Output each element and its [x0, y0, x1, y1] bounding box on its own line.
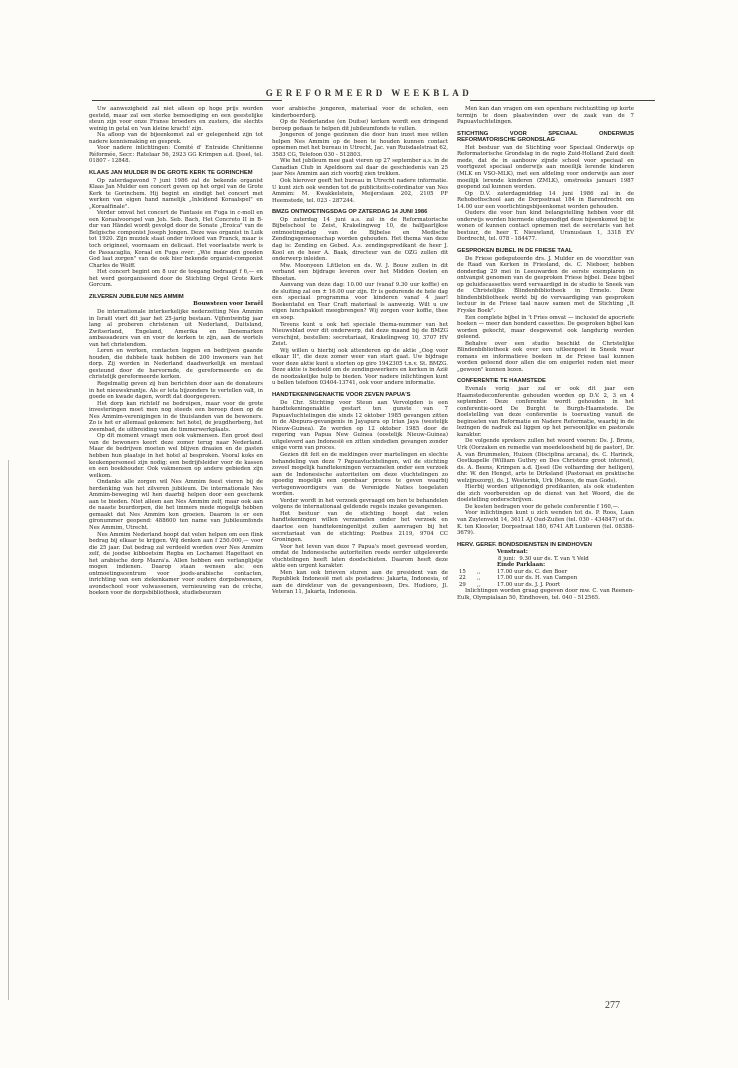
paragraph: Op D.V. zaterdagmiddag 14 juni 1986 zal in de Rehobothschool aan de Dorpsstraat 184 in Barendrecht om 14.00 uur een voorlichtingsbijeenkomst worden gehouden.	[457, 190, 634, 210]
paragraph: Men kan ook brieven sturen aan de president van de Republiek Indonesië met als postadres: Jakarta, Indonesia, of aan de direkteur van de gevangenissen, Drs. Hudioro, Jl. Veteran 11, Jakarta, Indonesia.	[272, 569, 448, 596]
article-heading: HANDTEKENINGENAKTIE VOOR ZEVEN PAPUA'S	[272, 392, 411, 399]
header-rule-left	[92, 100, 282, 101]
article-heading: GESPROKEN BIJBEL IN DE FRIESE TAAL	[457, 248, 573, 255]
article-heading: KLAAS JAN MULDER IN DE GROTE KERK TE GORINCHEM	[89, 169, 253, 176]
article-heading: STICHTING VOOR SPECIAAL ONDERWIJS REFORMATORISCHE GRONDSLAG	[457, 130, 634, 144]
paragraph: Op de Nederlandse (en Duitse) kerken wordt een dringend beroep gedaan te helpen dit jubileumfonds te vullen.	[272, 119, 448, 132]
schedule-table	[457, 569, 634, 588]
paragraph: Ondanks alle zorgen wil Nes Ammim feest vieren bij de herdenking van het zilveren jubileum. De internationale Nes Ammim-beweging wil hen daarbij helpen door een geschenk aan te bieden. Niet alleen aan Nes Ammim zelf, maar ook aan de naaste buurdorpen, die het immers mede mogelijk hebben gemaakt dat Nes Ammim kon groeien. Daarom is er een gironummer geopend: 488600 ten name van Jubileumfonds Nes Ammim, Utrecht.	[89, 479, 263, 531]
binding-edge	[8, 460, 9, 1000]
paragraph: Wij willen u hierbij ook attenderen op de aktie „Oog voor elkaar II", die deze zomer weer van start gaat. Uw bijdrage voor deze aktie kunt u storten op giro 1942305 t.n.v. St. BMZG. Deze aktie is bedoeld om de zendingswerkers en kerken in Azië de noodzakelijke hulp te bieden. Voor nadere inlichtingen kunt u bellen telefoon 03404-13741, ook voor andere informatie.	[272, 347, 448, 387]
article-heading: BMZG ONTMOETINGSDAG OP ZATERDAG 14 JUNI 1986	[272, 209, 428, 216]
schedule-day: 22	[459, 575, 466, 582]
paragraph: Mw. Moonyeen Littleton en ds. W. J. Bouw zullen in dit verband een bijdrage leveren over het Midden Oosten en Bhoetan.	[272, 262, 448, 282]
paragraph: Een complete bijbel in 't Fries omvat — inclusief de apocriefe boeken — meer dan honderd cassettes. De gesproken bijbel kan worden gekocht, maar desgewenst ook langdurig worden geleend.	[457, 314, 634, 341]
article-heading: CONFERENTIE TE HAAMSTEDE	[457, 378, 546, 385]
paragraph: Gezien dit feit en de meldingen over martelingen en slechte behandeling van deze 7 Papuavluchtelingen, wil de stichting zoveel mogelijk handtekeningen verzamelen onder een verzoek aan de Indonesische autoriteiten om deze vluchtelingen zo spoedig mogelijk een openbaar proces te geven waarbij vertegenwoordigers van de Verenigde Naties toegelaten worden.	[272, 451, 448, 498]
paragraph: Regelmatig geven zij hun berichten door aan de donateurs in het nieuwskrantje. Als er leta bijzonders te vertellen valt, in goede en kwade dagen, wordt dat doorgegeven.	[89, 380, 263, 401]
schedule-month: ,,	[477, 581, 481, 588]
schedule-month: ,,	[477, 568, 481, 575]
paragraph: Het concert begint om 8 uur de toegang bedraagt f 6,— en het werd georganiseerd door de Stichting Orgel Grote Kerk Gorcum.	[89, 269, 263, 289]
paragraph: Na afloop van de bijeenkomst zal er gelegenheid zijn tot nadere kennismaking en gesprek.	[89, 132, 263, 145]
paragraph: Aanvang van deze dag: 10.00 uur (vanaf 9.30 uur koffie) en de sluiting zal om ± 16.00 uur zijn. Er is gedurende de hele dag een speciaal programma voor kinderen vanaf 4 jaar! Boekentafel en Tear Craft materiaal is aanwezig. Wilt u uw eigen lunchpakket meegbrengen? Wij zorgen voor koffie, thee en soep.	[272, 282, 448, 321]
paragraph: Behalve over een studio beschikt de Christelijke Blindenbibliotheek ook over een uitleenpost in Sneek waar romans en informatieve boeken in de Friese taal kunnen worden geleend door allen die om enigerlei reden niet meer „gewoon" kunnen lezen.	[457, 340, 634, 373]
paragraph: Voor het leven van deze 7 Papua's moet gevreesd worden, omdat de Indonesische autoriteiten reeds eerder uitgeleverde vluchtelingen heeft laten doodschieten. Daarom heeft deze aktie een urgent karakter.	[272, 543, 448, 570]
paragraph: Hierbij worden uitgenodigd predikanten, als ook studenten die zich voorbereiden op de dienst van het Woord, die de doelstelling onderschrijven.	[457, 484, 634, 504]
paragraph: Evenals vorig jaar zal er ook dit jaar een Haamstedeconferentie gehouden worden op D.V. 2, 3 en 4 september. Deze conferentie wordt gehouden in het conferentie-oord De Burght te Burgh-Haamstede. De doelstelling van deze conferentie is toerusting vanuit de beginselen van Reformatie en Nadere Reformatie, waarbij in de lezingen de nadruk zal liggen op het persoonlijke en pastorale karakter.	[457, 386, 634, 438]
schedule-location: Einde Parklaan:	[497, 562, 546, 569]
schedule-service: 17.00 uur ds. H. van Campen	[497, 575, 578, 582]
paragraph: Inlichtingen worden graag gegeven door mw. C. van Reenen-Eulk, Olympialaan 50, Eindhoven, tel. 040 - 512565.	[457, 587, 634, 601]
paragraph: voor arabische jongeren, materiaal voor de scholen, een kinderboerderij.	[272, 106, 448, 119]
schedule-service: 9.30 uur ds. T. van 't Veld	[519, 555, 589, 562]
paragraph: Nes Ammim Nederland hoopt dat velen helpen om een flink bedrag bij elkaar te krijgen. Wij denken aan f 250.000,— voor die 25 jaar. Dat bedrag zal verdeeld worden over Nes Ammim zelf, de joodse kibboetsim Regba en Lochamei Hagettaot en het arabische dorp Mazra'a. Allen hebben een verlanglijstje mogen indienen. Daarop staan wensen als: een ontmoetingscentrum voor joods-arabische contacten, inrichting van een ziekenkamer voor oudere dorpsbewoners, avondschool voor volwassenen, vernieuwing van de crèche, boeken voor de dorpsbibliotheek, studiebeurzen	[89, 531, 263, 597]
paragraph: De Friese gedeputeerde drs. J. Mulder en de voorzitter van de Raad van Kerken in Friesland, ds. C. Nieboer, hebben donderdag 29 mei in Leeuwarden de eerste exemplaren in ontvangst genomen van de gesproken Friese bijbel. Deze bijbel op geluidscassettes werd vervaardigd in de studio te Sneek van de Christelijke Blindenbibliotheek in Ermelo. Deze blindenbibliotheek werkt bij de vervaardiging van gesproken lectuur in de Friese taal nauw samen met de Stichting „It Fryske Boek".	[457, 255, 634, 314]
paragraph: Het dorp kan richtelf ne bedruipen, maar voor de grote investeringen moet men nog steeds een beroep doen op de Nes Ammim-verenigingen in de thuislanden van de bewoners. Zo is het er allemaal gekomen: het hotel, de jeugdherberg, het zwembad, de uitbreiding van de timmerwerkplaats.	[89, 400, 263, 433]
paragraph: Uw aanwezigheid zal niet alleen op hoge prijs worden gesteld, maar zal een sterke bemoediging en een geestelijke steun zijn voor onze Franse broeders en zusters, die slechts weinig in getal en 'van kleine kracht' zijn.	[89, 106, 263, 132]
column-3	[457, 106, 634, 1006]
schedule-date: 8 juni:	[498, 555, 516, 562]
paragraph: Op dit moment vraagt men ook vakmensen. Een groot deel van de bewoners keert deze zomer terug naar Nederland. Maar de bedrijven moeten wel blijven draaien en de gasten hebben hun plaatsje in het hotel al besproken. Vooral koks en keukenpersoneel zijn nodig; een bedrijfsleider voor de kassen en een boekhouder. Ook vakmensen op andere gebieden zijn welkom.	[89, 433, 263, 479]
paragraph: De internationale interkerkelijke nederzetting Nes Ammim in Israël viert dit jaar het 25-jarig bestaan. Vijfentwintig jaar lang al proberen christenen uit Nederland, Duitsland, Zwitserland, Engeland, Amerika en Denemarken ambassadeurs van en voor de kerken te zijn, aan de wortels van het christendom.	[89, 308, 263, 348]
paragraph: De kosten bedragen voor de gehele conferentie f 160,—.	[465, 503, 620, 510]
paragraph: Voor inlichtingen kunt u zich wenden tot ds. P. Roos, Laan van Zuylenveld 14, 3611 AJ Oud-Zuilen (tel. 030 - 434847) of ds. K. ten Klooster, Dorpsstraat 180, 6741 AR Lunteren (tel. 08388-3679).	[457, 510, 634, 537]
schedule-day: 15	[459, 568, 466, 575]
paragraph: Het bestuur van de stichting hoopt dat velen handtekeningen willen verzamelen onder het verzoek en daartoe een handtekeningenlijst zullen aanvragen bij het secretariaat van de stichting: Postbus 2119, 9704 CC Groningen.	[272, 510, 448, 544]
page-number: 277	[605, 1000, 620, 1011]
paragraph: Jongeren of jonge gezinnen die door hun inzet mee willen helpen Nes Ammim op de been te houden kunnen contact opnemen met het bureau in Utrecht, Jac. van Ruisdaelstraat 62, 3583 CG, Telefoon 030 - 512803.	[272, 132, 448, 158]
column-2	[272, 106, 448, 1006]
header-rule-right	[470, 100, 655, 101]
paragraph: Het bestuur van de Stichting voor Speciaal Onderwijs op Reformatorische Grondslag in de regio Zuid-Holland Zuid deelt mede, dat de in aanbouw zijnde school voor speciaal en voortgezet speciaal onderwijs aan moeilijk lerende kinderen (MLK en VSO-MLK), met een afdeling voor onderwijs aan zeer moeilijk lerende kinderen (ZMLK), omstreeks januari 1987 geopend zal kunnen worden.	[457, 144, 634, 191]
paragraph: Men kan dan vragen om een openbare rechtszitting op korte termijn te doen plaatsvinden over de zaak van de 7 Papuavluchtelingen.	[457, 106, 634, 126]
paragraph: Ouders die voor hun kind belangstelling hebben voor dit onderwijs worden hiermede uitgenodigd deze bijeenkomst bij te wonen of kunnen contact opnemen met de secretaris van het bestuur, de heer T. Nieuwland, Uranuslaan 1, 3318 EV Dordrecht, tel. 078 - 184477.	[457, 210, 634, 243]
schedule-service: 17.00 uur ds. J. J. Poort	[497, 581, 561, 588]
column-1	[89, 106, 263, 1006]
paragraph: De Chr. Stichting voor Steun aan Vervolgden is een handtekeningenaktie gestart ten gunste van 7 Papuavluchtelingen die sinds 12 oktober 1985 gevangen zitten in de Abepura-gevangenis in Jayapura op Irian Jaya (westelijk Nieuw-Guinea). Ze werden op 12 oktober 1985 door de regering van Papua New Guinea (oostelijk Nieuw-Guinea) uitgeleverd aan Indonesië en zitten sindsdien gevangen zonder enige vorm van proces.	[272, 399, 448, 452]
paragraph: Voor nadere inlichtingen: Comité d' Entraide Chrétienne Réformée, Secr.: Ratelaar 56, 2923 GG Krimpen a.d. IJssel, tel. 01807 - 12848.	[89, 145, 263, 165]
paragraph: Verder wordt in het verzoek gevraagd om hen te behandelen volgens de internationaal geldende regels inzake gevangenen.	[272, 497, 448, 511]
article-subheading: Bouwsteen voor Israël	[193, 301, 263, 308]
schedule-month: ,,	[477, 575, 481, 582]
masthead: GEREFORMEERD WEEKBLAD	[265, 88, 473, 98]
paragraph: Verder omvat het concert de Fantasie en Fuga in c-moll en een Koraalvoorspel van Joh. Seb. Bach, Het Concreto II in B-dur van Händel wordt gevolgd door de Sonate „Eroica" van de Belgische componist Joseph Jongen. Deze was organist in Luik tot 1920. Zijn muziek staat onder invloed van Franck, maar is toch origineel, voornaam en delicaat. Het voorlaatste werk is de Passacaglia, Koraal en Fuga over: „Wie maar den goeden God laat zorgen" van de ook hier bekende organist-componist Charles de Wolff.	[89, 210, 263, 269]
article-heading: ZILVEREN JUBILEUM NES AMMIM	[89, 293, 184, 300]
paragraph: Leren en werken, contacten leggen en bedrijven gaande houden, die dubbele taak hebben de 200 inwoners van het dorp. Zij worden in Nederland daadwerkelijk en mentaal gesteund door de hervormde, de gereformeerde en de christelijk gereformeerde kerken.	[89, 348, 263, 381]
schedule-service: 17.00 uur ds. C. den Boer	[497, 568, 568, 575]
paragraph: Op zaterdagavond 7 juni 1986 zal de bekende organist Klaas Jan Mulder een concert geven op het orgel van de Grote Kerk te Gorinchem. Hij begint en eindigt het concert met werken van eigen hand namelijk „Inleidend Koraalspel" en „Koraalfinale".	[89, 177, 263, 210]
article-heading: HERV. GEREF. BONDSDIENSTEN IN EINDHOVEN	[457, 541, 592, 548]
paragraph: Wie het jubileum mee gaat vieren op 27 september a.s. in de Canadian Club in Apeldoorn zal daar de geschiedenis van 25 jaar Nes Ammim aan zich voorbij zien trekken.	[272, 158, 448, 178]
paragraph: Op zaterdag 14 juni a.s. zal in de Reformatorische Bijbelschool te Zeist, Krakelingweg 10, de halfjaarlijkse ontmoetingsdag van de Bijbelse en Medische Zendingsgemeenschap worden gehouden. Het thema van deze dag is: Zending en Gebed. A.s. zendingspredikant de heer J. Kool en de heer A. Baak, directeur van de OZG zullen dit onderwerp inleiden.	[272, 216, 448, 263]
paragraph: Ook hierover geeft het bureau in Utrecht nadere informatie. U kunt zich ook wenden tot de publiciteits-coördinator van Nes Ammim: M. Kwakkelstein, Meijerslaan 202, 2105 PF Heemstede, tel. 023 - 287244.	[272, 178, 448, 204]
schedule-day: 29	[459, 581, 466, 588]
paragraph: De volgende sprekers zullen het woord voeren: Ds. J. Brons, Urk (Oorzaken en remedie van moedeloosheid bij de pastor), Dr. A. van Brummelen, Huizen (Disciplina arcana), ds. C. Harinck, Oostkapelle (William Guthry en Des Christens groot interest), ds. A. Beens, Krimpen a.d. IJssel (De volharding der heiligen), dhr. W. den Hengst, arts te Dirksland (Pastoraat en praktische welzijnszorg), ds. J. Westerink, Urk (Mozes, de man Gods).	[457, 438, 634, 484]
paragraph: Tevens kunt u ook het speciale thema-nummer van het Nieuwsblad over dit onderwerp, dat deze maand bij de BMZG verschijnt, bestellen: secretariaat, Krakelingweg 10, 3707 HV Zeist.	[272, 321, 448, 348]
schedule-location: Venstraat:	[497, 549, 528, 556]
